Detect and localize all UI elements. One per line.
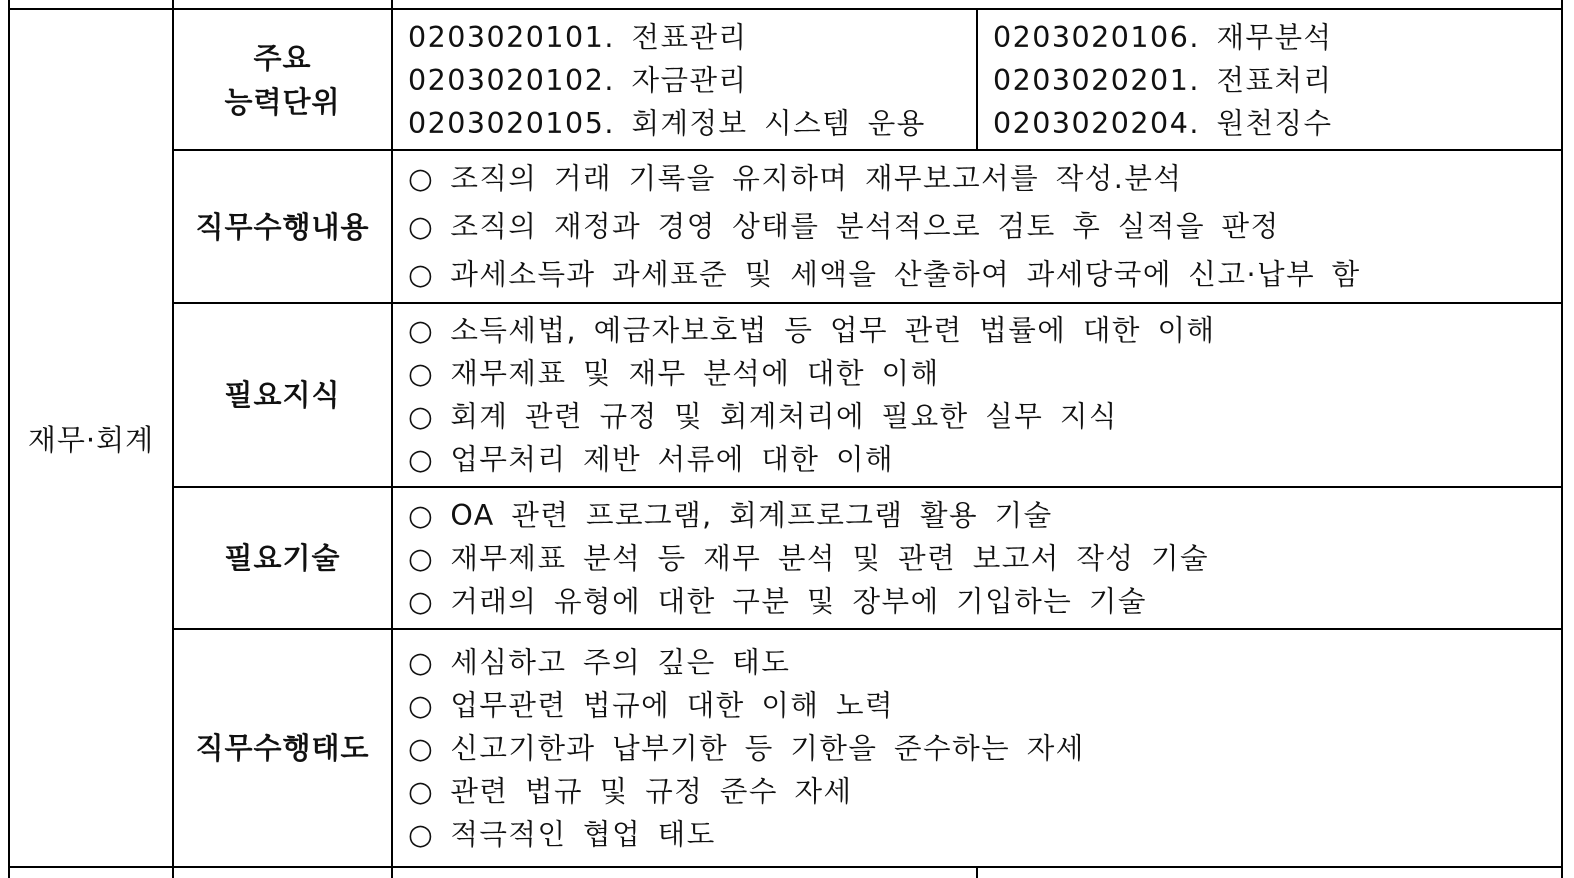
circle-bullet-icon: ○ [408,400,435,433]
category-label: 재무·회계 [27,422,155,457]
header-line: 필요지식 [224,378,341,412]
list-item: ○ 신고기한과 납부기한 등 기한을 준수하는 자세 [408,727,1560,770]
skills-list [0,488,1560,628]
circle-bullet-icon: ○ [408,209,435,243]
circle-bullet-icon: ○ [408,161,435,195]
unit-item: 0203020106. 재무분석 [993,21,1333,54]
list-item: ○ 적극적인 협업 태도 [408,813,1560,856]
circle-bullet-icon: ○ [408,498,435,532]
header-line: 필요기술 [224,541,341,575]
circle-bullet-icon: ○ [408,314,435,347]
circle-bullet-icon: ○ [408,541,435,575]
list-item: ○ 재무제표 분석 등 재무 분석 및 관련 보고서 작성 기술 [408,537,1560,580]
circle-bullet-icon: ○ [408,257,435,291]
knowledge-list [0,304,1560,486]
list-item: ○ OA 관련 프로그램, 회계프로그램 활용 기술 [408,494,1560,537]
list-item: ○ 관련 법규 및 규정 준수 자세 [408,770,1560,813]
table-rule-units-mid-bottom [976,866,978,878]
table-rule-right [1561,0,1563,878]
attitude-list [0,630,1560,866]
circle-bullet-icon: ○ [408,774,435,808]
list-item: ○ 회계 관련 규정 및 회계처리에 필요한 실무 지식 [408,395,1560,438]
unit-item: 0203020102. 자금관리 [408,64,748,97]
list-item: ○ 업무처리 제반 서류에 대한 이해 [408,438,1560,481]
circle-bullet-icon: ○ [408,584,435,618]
list-item: ○ 거래의 유형에 대한 구분 및 장부에 기입하는 기술 [408,580,1560,623]
circle-bullet-icon: ○ [408,357,435,390]
circle-bullet-icon: ○ [408,443,435,476]
unit-item: 0203020201. 전표처리 [993,64,1333,97]
header-line: 직무수행태도 [195,731,370,765]
list-item: ○ 업무관련 법규에 대한 이해 노력 [408,684,1560,727]
circle-bullet-icon: ○ [408,817,435,851]
header-line: 직무수행내용 [195,209,370,244]
list-item: ○ 재무제표 및 재무 분석에 대한 이해 [408,352,1560,395]
header-line: 주요 [253,40,312,75]
unit-item: 0203020105. 회계정보 시스템 운용 [408,107,926,140]
list-item: ○ 소득세법, 예금자보호법 등 업무 관련 법률에 대한 이해 [408,309,1560,352]
list-item: ○ 조직의 재정과 경영 상태를 분석적으로 검토 후 실적을 판정 [408,203,1560,251]
circle-bullet-icon: ○ [408,731,435,765]
unit-item: 0203020204. 원천징수 [993,107,1333,140]
list-item: ○ 세심하고 주의 깊은 태도 [408,641,1560,684]
unit-item: 0203020101. 전표관리 [408,21,748,54]
list-item: ○ 과세소득과 과세표준 및 세액을 산출하여 과세당국에 신고·납부 함 [408,251,1560,299]
table-rule-units-mid [976,8,978,150]
job-content-list [0,151,1560,302]
header-line: 능력단위 [224,84,341,119]
header-major-units [174,10,391,149]
circle-bullet-icon: ○ [408,645,435,679]
circle-bullet-icon: ○ [408,688,435,722]
list-item: ○ 조직의 거래 기록을 유지하며 재무보고서를 작성.분석 [408,155,1560,203]
table-rule-bottom [8,866,1562,868]
